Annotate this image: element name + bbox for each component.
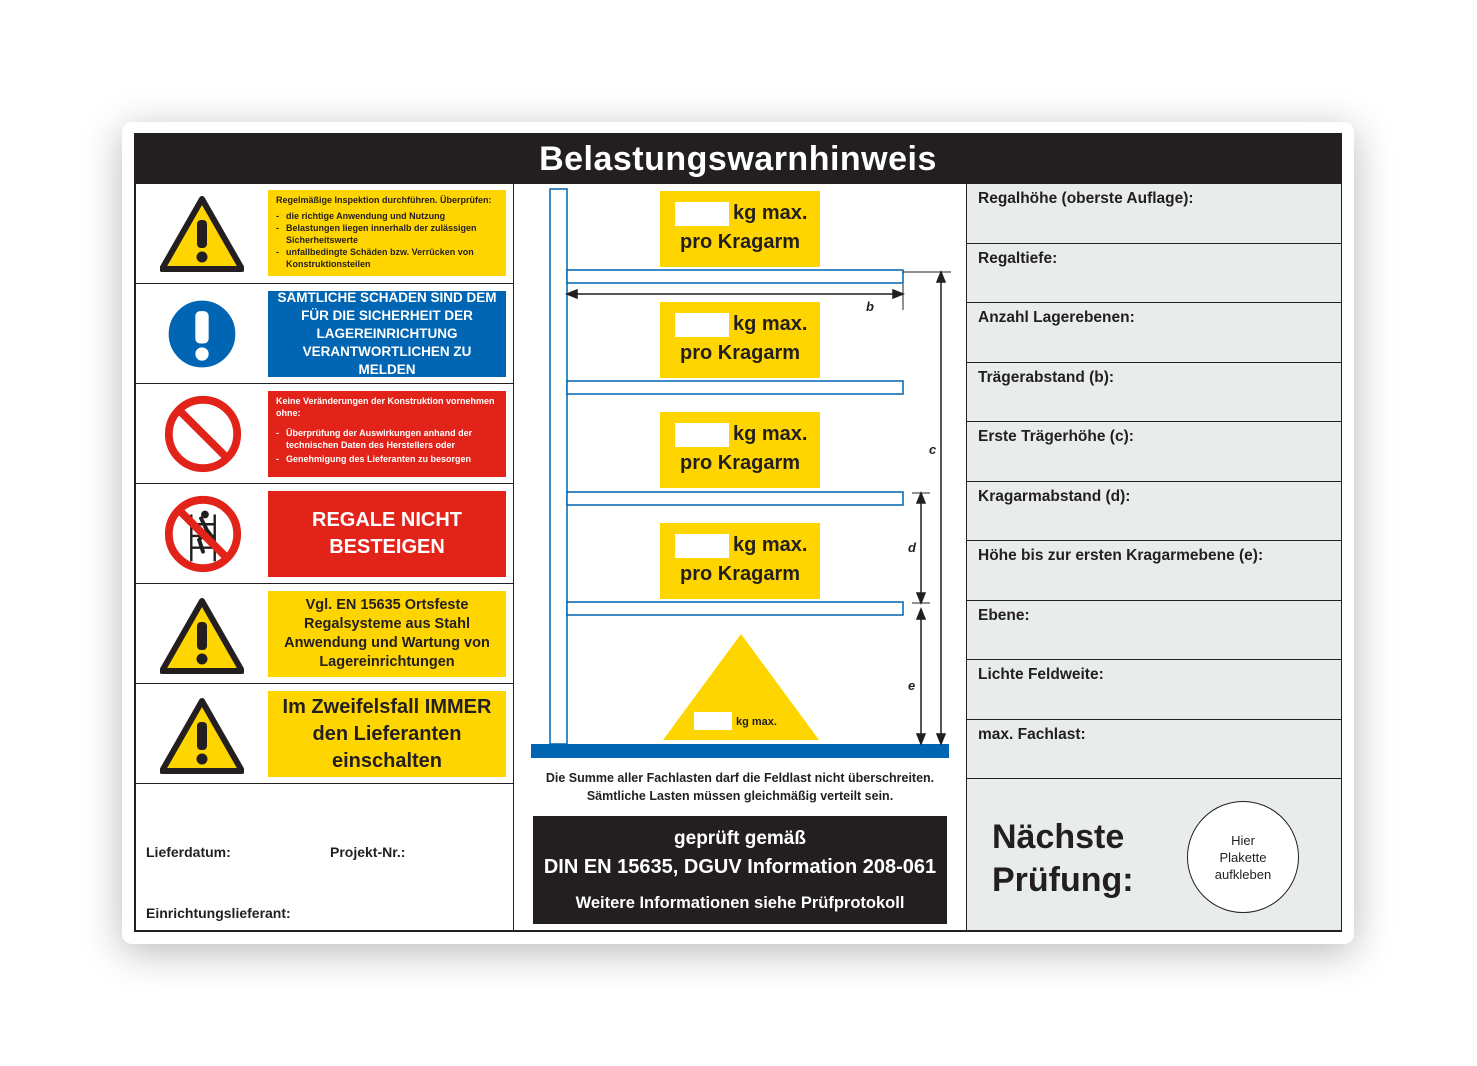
no-changes-heading: Keine Veränderungen der Konstruktion vornehmen ohne: — [276, 396, 495, 418]
load-value-blank — [675, 534, 729, 558]
next-inspection-label — [992, 816, 1134, 902]
load-box — [660, 523, 820, 599]
storage-levels-field: Anzahl Lagerebenen: — [967, 303, 1341, 363]
inspection-item: - Belastungen liegen innerhalb der zulässigen Sicherheitswerte — [276, 222, 498, 246]
inspection-heading: Regelmäßige Inspektion durchführen. Überprüfen: — [276, 195, 492, 205]
doubt-panel: Im Zweifelsfall IMMER den Lieferanten einschalten — [268, 691, 506, 777]
standard-panel: Vgl. EN 15635 Ortsfeste Regalsysteme aus Stahl Anwendung und Wartung von Lagereinrichtungen — [268, 591, 506, 677]
warning-triangle-icon — [160, 598, 244, 674]
inspection-item: - die richtige Anwendung und Nutzung — [276, 210, 498, 222]
supplier-label: Einrichtungslieferant: — [146, 905, 291, 921]
no-changes-item: - Überprüfung der Auswirkungen anhand der technischen Daten des Herstellers oder — [276, 427, 498, 451]
delivery-info — [136, 835, 513, 980]
inspection-panel — [268, 190, 506, 276]
sticker-text: Hier Plakette aufkleben — [1214, 832, 1272, 882]
load-value-blank — [675, 202, 729, 226]
beam-distance-field: Trägerabstand (b): — [967, 363, 1341, 423]
damage-report-panel: SÄMTLICHE SCHÄDEN SIND DEM FÜR DIE SICHERHEIT DER LAGEREINRICHTUNG VERANTWORTLICHEN ZU MELDEN — [268, 291, 506, 377]
first-arm-height-field: Höhe bis zur ersten Kragarmebene (e): — [967, 541, 1341, 601]
row-standard — [136, 584, 513, 684]
load-box — [660, 191, 820, 267]
load-value-blank — [675, 423, 729, 447]
certified-label: geprüft gemäß — [674, 828, 806, 849]
further-info-label: Weitere Informationen siehe Prüfprotokoll — [575, 894, 905, 912]
next-inspection-line2: Prüfung: — [992, 861, 1134, 899]
no-changes-item: - Genehmigung des Lieferanten zu besorgen — [276, 453, 498, 465]
sign-title: Belastungswarnhinweis — [136, 135, 1340, 184]
row-no-changes — [136, 384, 513, 484]
shelf-depth-field: Regaltiefe: — [967, 244, 1341, 304]
per-arm-label: pro Kragarm — [679, 563, 801, 585]
row-inspection — [136, 184, 513, 284]
clear-width-field: Lichte Feldweite: — [967, 660, 1341, 720]
load-note-line1: Die Summe aller Fachlasten darf die Feldlast nicht überschreiten. — [545, 771, 935, 785]
no-climbing-icon — [162, 493, 244, 575]
load-warning-sign — [134, 133, 1342, 932]
warning-triangle-icon — [160, 196, 244, 272]
middle-column — [514, 184, 966, 930]
load-box — [660, 302, 820, 378]
no-changes-panel — [268, 391, 506, 477]
level-field: Ebene: — [967, 601, 1341, 661]
mandatory-exclamation-icon — [162, 294, 242, 374]
max-load-field: max. Fachlast: — [967, 720, 1341, 780]
kg-max-label: kg max. — [733, 534, 808, 556]
per-arm-label: pro Kragarm — [679, 231, 801, 253]
load-value-blank — [675, 313, 729, 337]
first-beam-height-field: Erste Trägerhöhe (c): — [967, 422, 1341, 482]
no-climb-panel: REGALE NICHT BESTEIGEN — [268, 491, 506, 577]
load-note-line2: Sämtliche Lasten müssen gleichmäßig verteilt sein. — [586, 789, 894, 803]
warning-triangle-icon — [160, 698, 244, 774]
arm-distance-field: Kragarmabstand (d): — [967, 482, 1341, 542]
row-no-climb — [136, 484, 513, 584]
per-arm-label: pro Kragarm — [679, 342, 801, 364]
row-doubt — [136, 684, 513, 784]
load-box — [660, 412, 820, 488]
next-inspection-line1: Nächste — [992, 818, 1125, 856]
dimension-d-label: d — [908, 540, 916, 555]
prohibition-icon — [162, 393, 244, 475]
kg-max-label: kg max. — [733, 423, 808, 445]
right-column — [966, 184, 1341, 930]
per-arm-label: pro Kragarm — [679, 452, 801, 474]
row-damage-report — [136, 284, 513, 384]
kg-max-label: kg max. — [733, 313, 808, 335]
din-standard-label: DIN EN 15635, DGUV Information 208-061 — [543, 856, 937, 878]
dimension-e-label: e — [908, 678, 916, 693]
dimension-c-label: c — [929, 442, 937, 457]
delivery-date-label: Lieferdatum: — [146, 844, 231, 860]
shelf-height-field: Regalhöhe (oberste Auflage): — [967, 184, 1341, 244]
inspection-item: - unfallbedingte Schäden bzw. Verrücken von Konstruktionsteilen — [276, 246, 498, 270]
dimension-b-label: b — [866, 299, 874, 314]
left-column — [136, 184, 514, 930]
triangle-kg-label: kg max. — [736, 716, 777, 728]
project-number-label: Projekt-Nr.: — [330, 844, 406, 860]
certification-box — [533, 816, 947, 924]
inspection-sticker-area — [1187, 801, 1299, 913]
kg-max-label: kg max. — [733, 202, 808, 224]
